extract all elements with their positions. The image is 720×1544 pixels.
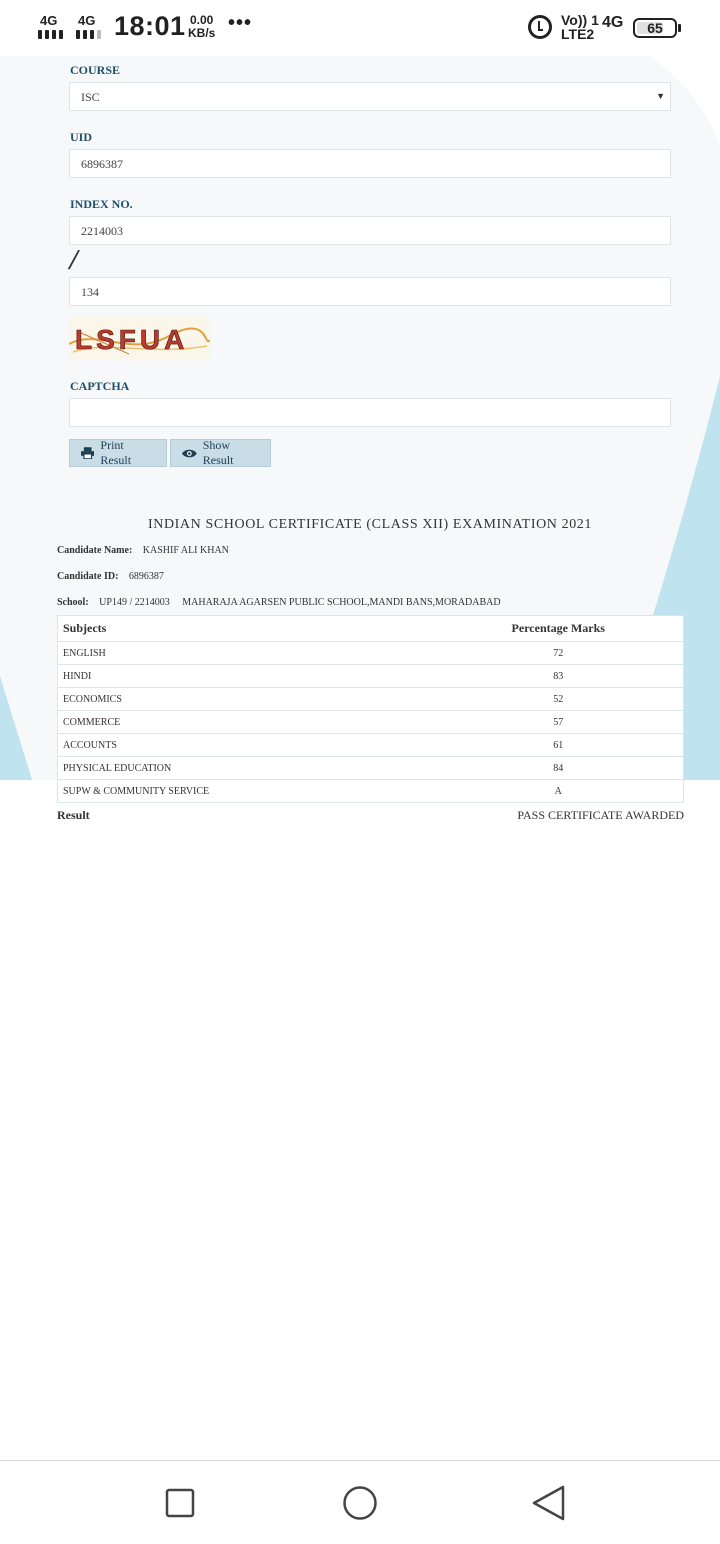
exam-title: INDIAN SCHOOL CERTIFICATE (CLASS XII) EXAMINATION 2021: [147, 517, 593, 532]
status-bar: [0, 0, 720, 56]
signal-sim1-icon: [38, 14, 72, 42]
marks-cell: 52: [434, 688, 684, 711]
navigation-bar: [0, 1461, 720, 1544]
marks-cell: 57: [434, 711, 684, 734]
circle-icon: [342, 1485, 378, 1521]
battery-icon: [633, 18, 677, 38]
table-row: [58, 780, 684, 803]
candidate-id-row: [57, 571, 164, 582]
candidate-name-row: [57, 545, 229, 556]
captcha-image: [69, 318, 210, 360]
course-selected-value: ISC: [81, 90, 100, 104]
sim1-network-label: 4G: [40, 13, 58, 28]
table-row: [58, 734, 684, 757]
result-value: PASS CERTIFICATE AWARDED: [517, 808, 684, 822]
alarm-icon: [528, 15, 552, 39]
table-row: [58, 757, 684, 780]
volte-top: Vo)) 1: [561, 12, 599, 28]
subject-cell: ACCOUNTS: [58, 734, 434, 757]
network-speed: [188, 14, 215, 40]
marks-cell: 72: [434, 642, 684, 665]
back-button[interactable]: [528, 1483, 568, 1523]
school-row: [57, 597, 501, 608]
table-row: [58, 665, 684, 688]
table-header-row: [58, 616, 684, 642]
marks-cell: 84: [434, 757, 684, 780]
eye-icon: [182, 448, 197, 459]
captcha-text: LSFUA: [75, 324, 189, 355]
index-input[interactable]: 2214003: [69, 216, 671, 245]
speed-value: 0.00: [189, 13, 214, 27]
signal-sim2-icon: [76, 14, 110, 42]
marks-cell: 83: [434, 665, 684, 688]
percentage-header: Percentage Marks: [434, 616, 684, 642]
school-label: School:: [57, 597, 89, 608]
subject-cell: ECONOMICS: [58, 688, 434, 711]
chevron-down-icon: ▼: [656, 91, 665, 101]
result-label: Result: [57, 808, 90, 822]
marks-cell: A: [434, 780, 684, 803]
print-icon: [81, 447, 94, 459]
volte-indicator: [561, 13, 599, 41]
captcha-label: CAPTCHA: [70, 379, 130, 393]
show-result-label: Show Result: [202, 438, 234, 467]
candidate-name: KASHIF ALI KHAN: [142, 545, 229, 556]
triangle-back-icon: [530, 1484, 566, 1522]
recents-button[interactable]: [160, 1483, 200, 1523]
more-notifications-icon: •••: [228, 12, 253, 34]
marks-cell: 61: [434, 734, 684, 757]
clock: 18:01: [114, 11, 186, 41]
print-result-label: Print Result: [100, 438, 132, 467]
home-button[interactable]: [340, 1483, 380, 1523]
captcha-input[interactable]: [69, 398, 671, 427]
candidate-id: 6896387: [128, 571, 164, 582]
subject-cell: ENGLISH: [58, 642, 434, 665]
speed-unit: KB/s: [188, 26, 216, 40]
sim2-network-label: 4G: [78, 13, 96, 28]
uid-label: UID: [70, 130, 93, 144]
course-select[interactable]: [69, 82, 671, 111]
volte-bottom: LTE2: [561, 26, 595, 42]
table-row: [58, 688, 684, 711]
index-separator: /: [66, 245, 82, 275]
subjects-header: Subjects: [58, 616, 434, 642]
candidate-id-label: Candidate ID:: [57, 571, 119, 582]
mobile-data-label: 4G: [602, 14, 624, 31]
uid-input[interactable]: 6896387: [69, 149, 671, 178]
course-label: COURSE: [70, 63, 121, 77]
subject-cell: HINDI: [58, 665, 434, 688]
school-name: MAHARAJA AGARSEN PUBLIC SCHOOL,MANDI BANS,MORADABAD: [182, 597, 501, 608]
marks-table: [57, 615, 684, 803]
print-result-button[interactable]: [69, 439, 167, 467]
school-code: UP149 / 2214003: [99, 597, 170, 608]
subject-cell: COMMERCE: [58, 711, 434, 734]
subject-cell: SUPW & COMMUNITY SERVICE: [58, 780, 434, 803]
table-row: [58, 711, 684, 734]
subject-cell: PHYSICAL EDUCATION: [58, 757, 434, 780]
table-row: [58, 642, 684, 665]
candidate-name-label: Candidate Name:: [57, 545, 133, 556]
index-suffix-input[interactable]: 134: [69, 277, 671, 306]
square-icon: [164, 1487, 196, 1519]
show-result-button[interactable]: [170, 439, 271, 467]
battery-level: 65: [647, 20, 663, 36]
index-label: INDEX NO.: [70, 197, 133, 211]
